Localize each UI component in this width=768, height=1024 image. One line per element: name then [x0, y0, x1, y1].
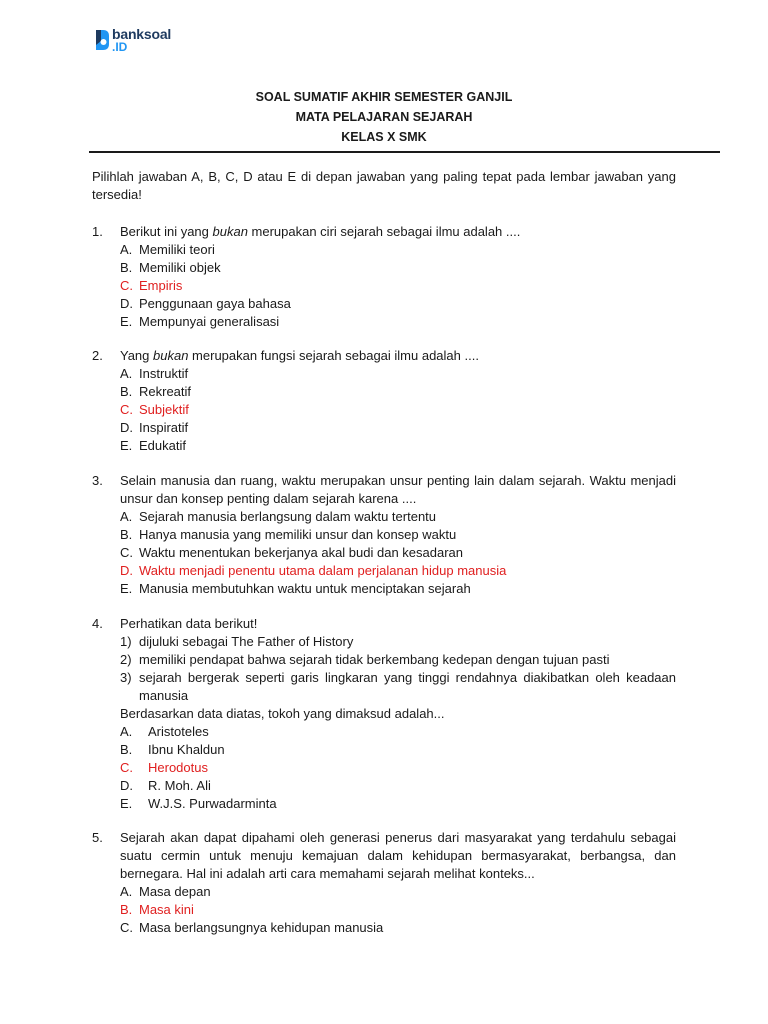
data-item: 2) memiliki pendapat bahwa sejarah tidak berkembang kedepan dengan tujuan pasti	[120, 652, 610, 667]
option: B. Rekreatif	[120, 384, 192, 399]
option-answer: B. Masa kini	[120, 902, 194, 917]
instructions: Pilihlah jawaban A, B, C, D atau E di depan jawaban yang paling tepat pada lembar jawaban yang tersedia!	[92, 169, 676, 202]
option: E. W.J.S. Purwadarminta	[120, 796, 277, 811]
question-number: 2.	[92, 348, 103, 363]
option: E. Edukatif	[120, 438, 186, 453]
logo-mark-icon	[94, 28, 110, 52]
option: B. Hanya manusia yang memiliki unsur dan konsep waktu	[120, 527, 457, 542]
option: B. Ibnu Khaldun	[120, 742, 225, 757]
question-number: 5.	[92, 830, 103, 845]
option: C. Waktu menentukan bekerjanya akal budi dan kesadaran	[120, 545, 464, 560]
question-text: Perhatikan data berikut!	[120, 616, 258, 631]
option-answer: C. Subjektif	[120, 402, 189, 417]
exam-title: SOAL SUMATIF AKHIR SEMESTER GANJIL	[255, 90, 513, 104]
question-text: Berikut ini yang bukan merupakan ciri sejarah sebagai ilmu adalah ....	[120, 224, 521, 239]
option: A. Instruktif	[120, 366, 189, 381]
subject-title: MATA PELAJARAN SEJARAH	[295, 110, 473, 124]
banksoal-logo[interactable]	[94, 26, 204, 56]
class-title: KELAS X SMK	[341, 130, 427, 144]
option: D. Inspiratif	[120, 420, 189, 435]
option: E. Manusia membutuhkan waktu untuk menciptakan sejarah	[120, 581, 471, 596]
option: D. R. Moh. Ali	[120, 778, 211, 793]
header-divider	[89, 151, 720, 153]
question-number: 1.	[92, 224, 103, 239]
question-number: 3.	[92, 473, 103, 488]
logo-name: banksoal	[112, 26, 172, 42]
option-answer: D. Waktu menjadi penentu utama dalam perjalanan hidup manusia	[120, 563, 507, 578]
question-number: 4.	[92, 616, 103, 631]
data-item: 1) dijuluki sebagai The Father of History	[120, 634, 354, 649]
question-prompt: Berdasarkan data diatas, tokoh yang dimaksud adalah...	[120, 706, 445, 721]
option: A. Aristoteles	[120, 724, 209, 739]
option: D. Penggunaan gaya bahasa	[120, 296, 291, 311]
option: A. Sejarah manusia berlangsung dalam waktu tertentu	[120, 509, 437, 524]
data-item: 3) sejarah bergerak seperti garis lingkaran yang tinggi rendahnya diakibatkan oleh keadaan manusia	[120, 670, 676, 703]
question-text: Selain manusia dan ruang, waktu merupakan unsur penting lain dalam sejarah. Waktu menjadi unsur dan konsep penting dalam sejarah karena ....	[120, 473, 676, 506]
option: B. Memiliki objek	[120, 260, 221, 275]
logo-suffix: .ID	[112, 40, 128, 54]
option: C. Masa berlangsungnya kehidupan manusia	[120, 920, 384, 935]
question-text: Yang bukan merupakan fungsi sejarah sebagai ilmu adalah ....	[120, 348, 479, 363]
option-answer: C. Herodotus	[120, 760, 208, 775]
option-answer: C. Empiris	[120, 278, 183, 293]
question-text: Sejarah akan dapat dipahami oleh generasi penerus dari masyarakat yang terdahulu sebagai suatu cermin untuk menuju kemajuan dalam kehidupan bermasyarakat, berbangsa, dan bernegara. Hal ini adalah arti cara memahami sejarah melihat konteks...	[120, 830, 676, 881]
option: A. Masa depan	[120, 884, 211, 899]
option: E. Mempunyai generalisasi	[120, 314, 280, 329]
option: A. Memiliki teori	[120, 242, 215, 257]
